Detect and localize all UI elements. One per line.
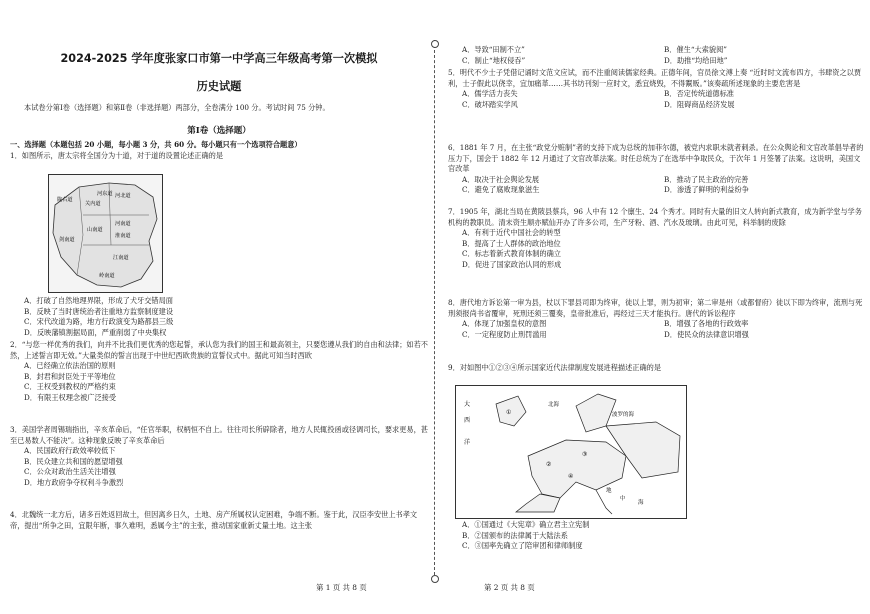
- map-label: 江南道: [113, 255, 129, 261]
- svg-text:③: ③: [582, 451, 588, 458]
- map-label: 西: [464, 417, 471, 424]
- question-6: [448, 143, 866, 196]
- map-label: 陇右道: [57, 197, 73, 203]
- map-label: 河东道: [97, 191, 113, 197]
- option[interactable]: A．儒学活力丧失: [462, 89, 518, 99]
- question-5: [448, 68, 866, 110]
- option[interactable]: A．已经确立依法治国的原则: [24, 361, 116, 371]
- option[interactable]: A．导致“田制不立”: [462, 45, 525, 54]
- page-number-right: 第 2 页 共 8 页: [484, 583, 535, 592]
- map-label: 关内道: [85, 201, 101, 207]
- map-label: 海: [638, 500, 644, 506]
- option[interactable]: B．②国颁布的法律属于大陆法系: [462, 530, 568, 540]
- option[interactable]: D．渗透了鲜明的利益纷争: [664, 185, 749, 195]
- option[interactable]: A．有利于近代中国社会的转型: [462, 228, 561, 238]
- map-label: 洋: [464, 439, 471, 446]
- option[interactable]: C．标志着新式教育体制的确立: [462, 249, 561, 259]
- option[interactable]: C．③国率先确立了陪审团和律师制度: [462, 541, 583, 551]
- option[interactable]: D．反映藩镇割据局面，严重削弱了中央集权: [24, 327, 167, 337]
- option[interactable]: D．阻碍商品经济发展: [664, 99, 735, 109]
- option[interactable]: B．否定传统道德标准: [664, 89, 734, 99]
- question-4: [10, 510, 428, 531]
- question-stem: 3．美国学者周锡瑞指出，辛亥革命后，“任官举职，权柄恒不自上。往往司长所辟除者，地方人民辄投函或径调司长，要求更易，甚至已易数人不能决”。这种现象反映了辛亥革命后: [10, 425, 428, 445]
- question-8: [448, 298, 866, 340]
- option[interactable]: B．催生“大索貌阅”: [664, 45, 727, 54]
- question-3: [10, 425, 428, 489]
- map-label: 波罗的海: [612, 412, 635, 418]
- svg-text:①: ①: [506, 409, 512, 416]
- question-stem: 4．北魏统一北方后，诸多百姓返回故土，但因离乡日久，土地、房产所属权认定困难，争端不断。鉴于此，汉臣李安世上书孝文帝，提出“所争之田，宜限年断，事久难明，悉属今主”的主张，推动国家重新丈量土地。这主张: [10, 510, 418, 530]
- question-2: [10, 340, 428, 404]
- map-label: 山南道: [87, 227, 103, 233]
- option[interactable]: D．促进了国家政治认同的形成: [462, 259, 562, 269]
- option[interactable]: A．①国通过《大宪章》确立君主立宪制: [462, 520, 590, 529]
- map-label: 中: [620, 496, 626, 502]
- question-stem: 9．对如图中①②③④所示国家近代法律制度发展进程描述正确的是: [448, 363, 662, 372]
- option[interactable]: D．使民众的法律意识增强: [664, 329, 749, 339]
- section-title: 第Ⅰ卷（选择题）: [187, 126, 251, 136]
- svg-text:②: ②: [546, 461, 552, 468]
- tang-map: [48, 174, 163, 293]
- option[interactable]: B．推动了民主政治的完善: [664, 174, 749, 184]
- option[interactable]: A．民国政府行政效率较低下: [24, 446, 116, 456]
- option[interactable]: D．助推“均给田地”: [664, 55, 728, 65]
- map-label: 大: [464, 401, 471, 408]
- map-label: 淮南道: [115, 233, 131, 239]
- question-9-options: [448, 520, 866, 552]
- svg-text:④: ④: [568, 473, 574, 480]
- map-label: 剑南道: [59, 237, 75, 243]
- option[interactable]: C．制止“地权侵吞”: [462, 55, 526, 65]
- option[interactable]: B．封君和封臣处于平等地位: [24, 371, 116, 381]
- map-label: 河南道: [115, 221, 131, 227]
- exam-title: 2024-2025 学年度张家口市第一中学高三年级高考第一次模拟: [60, 52, 378, 65]
- option[interactable]: C．宋代改道为路，地方行政演变为路都县三级: [24, 317, 174, 327]
- option[interactable]: C．避免了腐败现象滋生: [462, 185, 540, 195]
- question-stem: 6．1881 年 7 月，在主张“政党分赃制”者的支持下成为总统的加菲尔德，被党内求职未就者刺杀。在公众舆论和文官改革倡导者的压力下，国会于 1882 年 12 月通过了文官改革法案。时任总统为了在选举中争取民众，于次年 1 月签署了法案。这说明，美国文官改革: [448, 143, 864, 174]
- option[interactable]: C．破坏踏实学风: [462, 99, 518, 109]
- binding-hole: [431, 40, 439, 48]
- exam-subtitle: 历史试题: [196, 80, 242, 93]
- option[interactable]: B．反映了当时唐统治者注重地方监察制度建设: [24, 306, 174, 316]
- question-1: [10, 140, 428, 161]
- map-label: 岭南道: [99, 273, 115, 279]
- option[interactable]: C．一定程度防止刑罚滥用: [462, 329, 547, 339]
- binding-hole: [431, 575, 439, 583]
- question-4-options: [448, 45, 866, 66]
- option[interactable]: C．公众对政治生活关注增强: [24, 467, 116, 477]
- question-stem: 1．如图所示，唐太宗将全国分为十道，对于道的设置论述正确的是: [10, 150, 224, 160]
- question-stem: 8．唐代地方诉讼第一审为县，杖以下罪县司即为终审，徒以上罪，则为初审；第二审是州（或都督府）徒以下即为终审，流刑与死刑须报尚书省覆审，死刑还须三覆奏，皇帝批准后，再经过三天才能执行。唐代的诉讼程序: [448, 298, 863, 318]
- exam-notice: 本试卷分第Ⅰ卷（选择题）和第Ⅱ卷（非选择题）两部分，全卷满分 100 分。考试时间 75 分钟。: [24, 103, 330, 112]
- question-7: [448, 207, 866, 271]
- option[interactable]: C．王权受到教权的严格约束: [24, 382, 116, 392]
- option[interactable]: D．地方政府争夺权利斗争激烈: [24, 477, 124, 487]
- option[interactable]: A．体现了加强皇权的意图: [462, 319, 547, 329]
- option[interactable]: D．有限王权理念被广泛接受: [24, 392, 117, 402]
- europe-map: [455, 385, 687, 519]
- section-intro: 一、选择题（本题包括 20 小题，每小题 3 分，共 60 分。每小题只有一个选项符合题意）: [10, 140, 302, 149]
- map-label: 河北道: [115, 193, 131, 199]
- option[interactable]: A．取决于社会舆论发展: [462, 174, 540, 184]
- page-number-left: 第 1 页 共 8 页: [316, 583, 367, 592]
- question-1-options: [10, 296, 428, 338]
- fold-divider: [434, 40, 435, 580]
- option[interactable]: B．民众建立共和国的愿望增强: [24, 456, 123, 466]
- option[interactable]: B．提高了士人群体的政治地位: [462, 238, 561, 248]
- option[interactable]: B．增强了各地的行政效率: [664, 319, 749, 329]
- map-label: 地: [606, 488, 612, 494]
- map-label: 北海: [548, 402, 560, 408]
- question-stem: 7．1905 年，湖北当局在黄陂县蔡兵，96 人中有 12 个廪生、24 个秀才。同时有大量的旧文人转向新式教育，成为新学堂与学务机构的教职员。清末资生顺亦赋仙开办了许多公司，生产牙粉、酒、汽水及玻璃。由此可见，科举制的废除: [448, 207, 862, 227]
- option[interactable]: A．打破了自然地理界限，形成了犬牙交错局面: [24, 296, 173, 305]
- question-stem: 2．“与您一样优秀的我们，向并不比我们更优秀的您起誓，承认您为我们的国王和最高领主，只要您遵从我们的自由和法律；如若不然，上述誓言即无效。”大量类似的誓言出现于中世纪西欧贵族的宣誓仪式中。据此可知当时西欧: [10, 340, 428, 360]
- question-stem: 5．明代不少士子凭借记诵时文范文应试，而不注重阅读儒家经典。正德年间，官员徐文溥上奏 “近时时文流布四方，书肆资之以贾利，士子假此以侥幸，宜加痛革……其书坊刊刻一应时文，悉宜烧毁，不得鬻贩。”该奏疏所述现象的主要危害是: [448, 68, 862, 88]
- question-9: [448, 363, 866, 374]
